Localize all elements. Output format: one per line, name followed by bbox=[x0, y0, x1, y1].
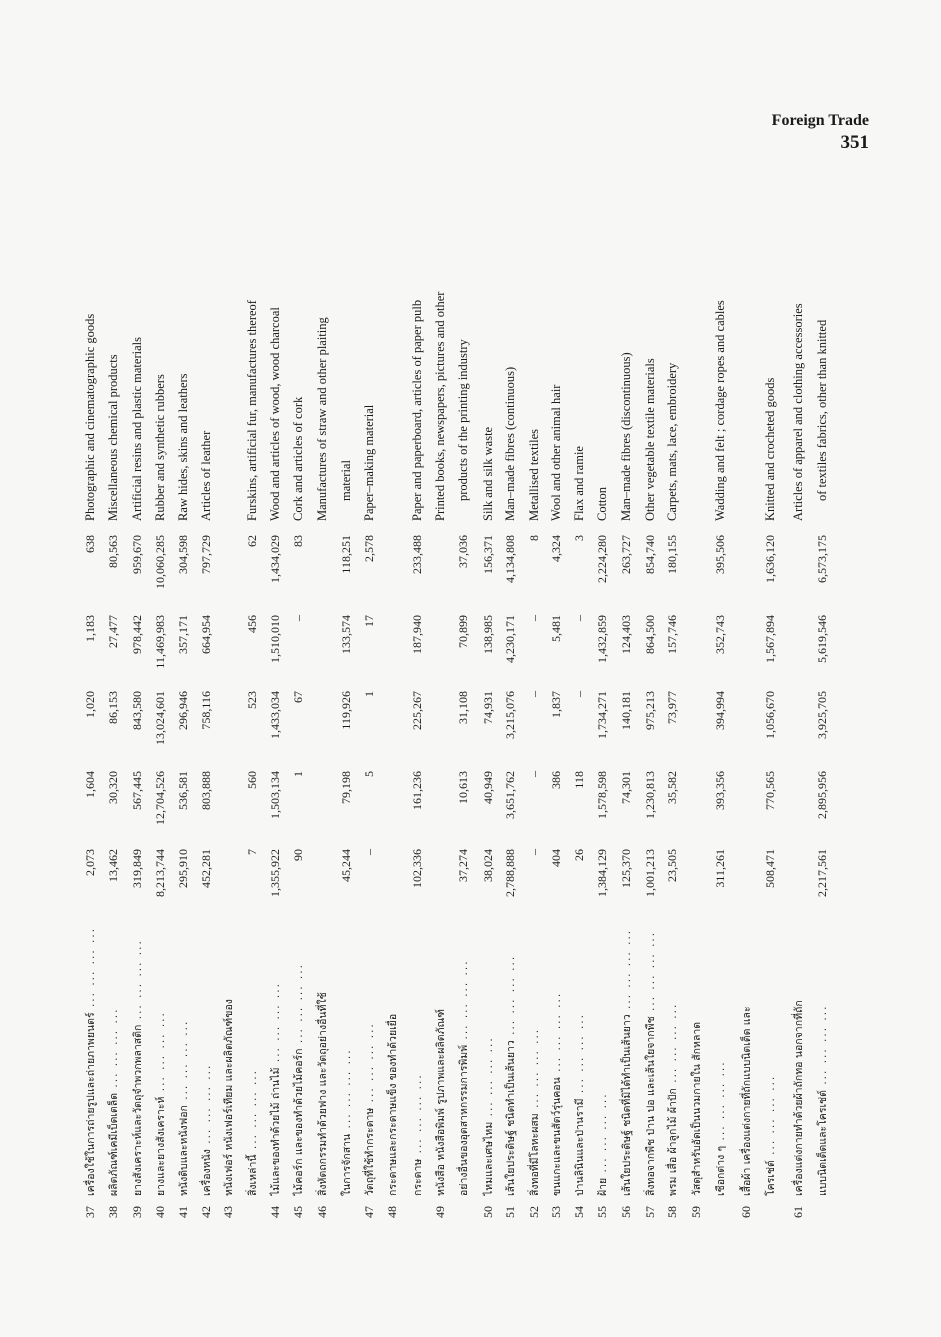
value-cell: 10,060,285 bbox=[152, 535, 167, 589]
thai-description: อย่างอื่นของอุตสาหกรรมการพิมพ์ ... ... ... ... bbox=[457, 959, 470, 1196]
value-cell: – bbox=[526, 691, 541, 697]
value-cell: 161,236 bbox=[409, 771, 424, 810]
value-cell: 304,598 bbox=[175, 535, 190, 574]
row-number: 57 bbox=[642, 1206, 657, 1218]
value-cell: 1,604 bbox=[82, 771, 97, 798]
row-number: 49 bbox=[432, 1206, 447, 1218]
value-cell: 35,582 bbox=[664, 771, 679, 804]
english-description: products of the printing industry bbox=[455, 339, 470, 501]
table-row bbox=[196, 431, 216, 1218]
thai-description: สิ่งทอที่มีโลหะผสม ... ... ... ... bbox=[528, 1027, 541, 1196]
thai-description: โครเช่ต์ ... ... ... ... bbox=[764, 1074, 777, 1196]
table-row bbox=[218, 521, 238, 1218]
value-cell: 7 bbox=[244, 849, 259, 855]
value-cell: 797,729 bbox=[198, 535, 213, 574]
value-cell: 1,510,010 bbox=[267, 615, 282, 663]
value-cell: 393,356 bbox=[712, 771, 727, 810]
thai-description: เครื่องแต่งกายทำด้วยผ้าถักทอ นอกจากที่ถัก bbox=[792, 1000, 805, 1196]
thai-description: กระดาษและกระดาษแข็ง ของทำด้วยเยื่อ bbox=[386, 1013, 399, 1196]
leader-dots: ... ... ... ... bbox=[764, 1074, 777, 1161]
value-cell: 394,994 bbox=[712, 691, 727, 730]
thai-description: เชือกต่าง ๆ ... ... ... ... bbox=[714, 1060, 727, 1196]
leader-dots: ... ... ... ... bbox=[269, 982, 282, 1068]
english-description: Other vegetable textile materials bbox=[642, 358, 657, 521]
table-row bbox=[80, 314, 100, 1218]
table-row bbox=[336, 460, 356, 1218]
value-cell: 102,336 bbox=[409, 849, 424, 888]
value-cell: 156,371 bbox=[480, 535, 495, 574]
english-description: Miscellaneous chemical products bbox=[105, 354, 120, 521]
value-cell: 770,565 bbox=[762, 771, 777, 810]
page-number: 351 bbox=[840, 132, 869, 153]
table-row bbox=[265, 307, 285, 1218]
table-row bbox=[150, 374, 170, 1218]
value-cell: – bbox=[290, 615, 305, 621]
table-row bbox=[788, 303, 808, 1218]
value-cell: 4,230,171 bbox=[502, 615, 517, 663]
table-row bbox=[524, 429, 544, 1218]
leader-dots: ... ... ... ... bbox=[816, 1004, 829, 1090]
value-cell: 803,888 bbox=[198, 771, 213, 810]
value-cell: 975,213 bbox=[642, 691, 657, 730]
leader-dots: ... ... ... ... bbox=[246, 1069, 259, 1155]
english-description: Metallised textiles bbox=[526, 429, 541, 521]
value-cell: 560 bbox=[244, 771, 259, 789]
value-cell: 31,108 bbox=[455, 691, 470, 724]
leader-dots: ... ... ... ... bbox=[84, 926, 97, 1013]
value-cell: 758,116 bbox=[198, 691, 213, 730]
value-cell: 140,181 bbox=[618, 691, 633, 730]
table-row bbox=[312, 317, 332, 1218]
value-cell: 30,320 bbox=[105, 771, 120, 804]
english-description: Silk and silk waste bbox=[480, 426, 495, 521]
value-cell: 1,384,129 bbox=[594, 849, 609, 897]
value-cell: 5,481 bbox=[548, 615, 563, 642]
thai-description: ไม้คอร์ก และของทำด้วยไม้คอร์ก ... ... ... ... bbox=[292, 963, 305, 1196]
english-description: Raw hides, skins and leathers bbox=[175, 373, 190, 521]
row-number: 43 bbox=[220, 1206, 235, 1218]
value-cell: 296,946 bbox=[175, 691, 190, 730]
value-cell: 10,613 bbox=[455, 771, 470, 804]
value-cell: 978,442 bbox=[129, 615, 144, 654]
thai-description: สิ่งเหล่านี้ ... ... ... ... bbox=[246, 1069, 259, 1196]
row-number: 51 bbox=[502, 1206, 517, 1218]
value-cell: 456 bbox=[244, 615, 259, 633]
value-cell: 13,024,601 bbox=[152, 691, 167, 745]
english-description: Cotton bbox=[594, 486, 609, 521]
value-cell: 5 bbox=[361, 771, 376, 777]
value-cell: 1,020 bbox=[82, 691, 97, 718]
leader-dots: ... ... ... ... bbox=[528, 1027, 541, 1114]
thai-description: เครื่องหนัง ... ... ... ... bbox=[200, 1063, 213, 1196]
thai-description: หนังสือ หนังสือพิมพ์ รูปภาพและผลิตภัณฑ์ bbox=[434, 1009, 447, 1196]
value-cell: 843,580 bbox=[129, 691, 144, 730]
row-number: 61 bbox=[790, 1206, 805, 1218]
value-cell: 1,636,120 bbox=[762, 535, 777, 583]
leader-dots: ... ... ... ... bbox=[411, 1073, 424, 1159]
value-cell: 40,949 bbox=[480, 771, 495, 804]
row-number: 40 bbox=[152, 1206, 167, 1218]
thai-description: พรม เสื่อ ผ้าลูกไม้ ผ้าปัก ... ... ... ... bbox=[666, 1002, 679, 1196]
english-description: Paper–making material bbox=[361, 404, 376, 521]
value-cell: – bbox=[571, 615, 586, 621]
value-cell: 319,849 bbox=[129, 849, 144, 888]
english-description: Carpets, mats, lace, embroidery bbox=[664, 362, 679, 521]
english-description: Flax and ramie bbox=[571, 446, 586, 521]
row-number: 56 bbox=[618, 1206, 633, 1218]
value-cell: 854,740 bbox=[642, 535, 657, 574]
value-cell: 1,567,894 bbox=[762, 615, 777, 663]
leader-dots: ... ... ... ... bbox=[200, 1063, 213, 1150]
leader-dots: ... ... ... ... bbox=[457, 959, 470, 1045]
value-cell: 395,506 bbox=[712, 535, 727, 574]
value-cell: 13,462 bbox=[105, 849, 120, 882]
english-description: Articles of leather bbox=[198, 430, 213, 521]
value-cell: 27,477 bbox=[105, 615, 120, 648]
value-cell: 80,563 bbox=[105, 535, 120, 568]
table-row bbox=[662, 363, 682, 1218]
value-cell: 1,433,034 bbox=[267, 691, 282, 739]
row-number: 48 bbox=[384, 1206, 399, 1218]
value-cell: – bbox=[526, 615, 541, 621]
value-cell: 2,217,561 bbox=[814, 849, 829, 897]
value-cell: 67 bbox=[290, 691, 305, 703]
value-cell: 23,505 bbox=[664, 849, 679, 882]
value-cell: 11,469,983 bbox=[152, 615, 167, 669]
value-cell: 1,432,859 bbox=[594, 615, 609, 663]
row-number: 55 bbox=[594, 1206, 609, 1218]
value-cell: 3,651,762 bbox=[502, 771, 517, 819]
value-cell: 2,578 bbox=[361, 535, 376, 562]
table-row bbox=[127, 337, 147, 1218]
table-row bbox=[359, 405, 379, 1218]
thai-description: สิ่งทอจากพืช ป่าน ปอ และเส้นใยจากพืช ... ... ... ... bbox=[644, 930, 657, 1196]
leader-dots: ... ... ... ... bbox=[596, 1092, 609, 1178]
value-cell: 1 bbox=[361, 691, 376, 697]
table-row bbox=[430, 292, 450, 1218]
english-description: Knitted and crocheted goods bbox=[762, 377, 777, 521]
thai-description: ยางสังเคราะห์และวัตถุจำพวกพลาสติก ... ... ... ... bbox=[131, 939, 144, 1196]
value-cell: 118 bbox=[571, 771, 586, 789]
value-cell: 567,445 bbox=[129, 771, 144, 810]
row-number: 46 bbox=[314, 1206, 329, 1218]
value-cell: 4,324 bbox=[548, 535, 563, 562]
value-cell: 2,224,280 bbox=[594, 535, 609, 583]
value-cell: – bbox=[361, 849, 376, 855]
table-row bbox=[453, 339, 473, 1218]
table-row bbox=[812, 320, 832, 1218]
value-cell: 1,837 bbox=[548, 691, 563, 718]
value-cell: 70,899 bbox=[455, 615, 470, 648]
table-row bbox=[242, 300, 262, 1218]
value-cell: 1,734,271 bbox=[594, 691, 609, 739]
running-title: Foreign Trade bbox=[771, 112, 869, 129]
rotated-trade-table bbox=[80, 154, 860, 1218]
english-description: Wood and articles of wood, wood charcoal bbox=[267, 307, 282, 521]
english-description: Furskins, artificial fur, manufactures thereof bbox=[244, 300, 259, 521]
value-cell: 295,910 bbox=[175, 849, 190, 888]
value-cell: 352,743 bbox=[712, 615, 727, 654]
value-cell: 1 bbox=[290, 771, 305, 777]
table-row bbox=[500, 367, 520, 1218]
value-cell: 38,024 bbox=[480, 849, 495, 882]
value-cell: 74,931 bbox=[480, 691, 495, 724]
value-cell: 536,581 bbox=[175, 771, 190, 810]
thai-description: หนังเฟอร์ หนังเฟอร์เทียม และผลิตภัณฑ์ของ bbox=[222, 999, 235, 1196]
row-number: 58 bbox=[664, 1206, 679, 1218]
value-cell: 638 bbox=[82, 535, 97, 553]
value-cell: 1,183 bbox=[82, 615, 97, 642]
table-row bbox=[173, 373, 193, 1218]
value-cell: 1,001,213 bbox=[642, 849, 657, 897]
value-cell: 17 bbox=[361, 615, 376, 627]
thai-description: เครื่องใช้ในการถ่ายรูปและถ่ายภาพยนตร์ ... ... ... ... bbox=[84, 926, 97, 1196]
english-description: Man–made fibres (discontinuous) bbox=[618, 352, 633, 521]
table-row bbox=[736, 521, 756, 1218]
leader-dots: ... ... ... ... bbox=[644, 930, 657, 1017]
english-description bbox=[837, 0, 852, 535]
leader-dots: ... ... ... ... bbox=[504, 954, 517, 1041]
value-cell: – bbox=[571, 691, 586, 697]
page-header bbox=[772, 112, 869, 154]
value-cell: 12,704,526 bbox=[152, 771, 167, 825]
value-cell: 86,153 bbox=[105, 691, 120, 724]
row-number: 44 bbox=[267, 1206, 282, 1218]
row-number: 54 bbox=[571, 1206, 586, 1218]
value-cell: 3,215,076 bbox=[502, 691, 517, 739]
table-row bbox=[478, 427, 498, 1218]
row-number: 52 bbox=[526, 1206, 541, 1218]
value-cell: 233,488 bbox=[409, 535, 424, 574]
value-cell: 508,471 bbox=[762, 849, 777, 888]
value-cell: 79,198 bbox=[338, 771, 353, 804]
value-cell: 959,670 bbox=[129, 535, 144, 574]
value-cell: 187,940 bbox=[409, 615, 424, 654]
table-row bbox=[686, 521, 706, 1218]
row-number: 41 bbox=[175, 1206, 190, 1218]
value-cell: 6,573,175 bbox=[814, 535, 829, 583]
value-cell: 62 bbox=[244, 535, 259, 547]
value-cell: 73,977 bbox=[664, 691, 679, 724]
value-cell: 1,434,029 bbox=[267, 535, 282, 583]
value-cell: 45,244 bbox=[338, 849, 353, 882]
leader-dots: ... ... ... ... bbox=[550, 991, 563, 1078]
row-number: 59 bbox=[688, 1206, 703, 1218]
value-cell: 125,370 bbox=[618, 849, 633, 888]
value-cell: 8 bbox=[526, 535, 541, 541]
english-description: Artificial resins and plastic materials bbox=[129, 337, 144, 521]
value-cell: 263,727 bbox=[618, 535, 633, 574]
english-description: Man–made fibres (continuous) bbox=[502, 366, 517, 521]
value-cell: 119,926 bbox=[338, 691, 353, 730]
value-cell: – bbox=[526, 771, 541, 777]
leader-dots: ... ... ... ... bbox=[620, 928, 633, 1015]
value-cell: 452,281 bbox=[198, 849, 213, 888]
value-cell: 4,134,808 bbox=[502, 535, 517, 583]
row-number: 53 bbox=[548, 1206, 563, 1218]
table-row bbox=[382, 521, 402, 1218]
value-cell: 37,036 bbox=[455, 535, 470, 568]
leader-dots: ... ... ... ... bbox=[154, 1011, 167, 1097]
value-cell: 74,301 bbox=[618, 771, 633, 804]
english-description: Printed books, newspapers, pictures and other bbox=[432, 291, 447, 521]
table-row bbox=[288, 397, 308, 1218]
thai-description: กระดาษ ... ... ... ... bbox=[411, 1073, 424, 1196]
value-cell: 3 bbox=[571, 535, 586, 541]
value-cell: 1,355,922 bbox=[267, 849, 282, 897]
value-cell: 138,985 bbox=[480, 615, 495, 654]
thai-description: ป่านลินินและป่านรามี ... ... ... ... bbox=[573, 1013, 586, 1196]
value-cell: 180,155 bbox=[664, 535, 679, 574]
row-number: 47 bbox=[361, 1206, 376, 1218]
value-cell: 2,788,888 bbox=[502, 849, 517, 897]
value-cell: 2,895,956 bbox=[814, 771, 829, 819]
leader-dots: ... ... ... ... bbox=[292, 963, 305, 1049]
leader-dots: ... ... ... ... bbox=[107, 1007, 120, 1093]
row-number: 39 bbox=[129, 1206, 144, 1218]
english-description: Photographic and cinematographic goods bbox=[82, 313, 97, 521]
thai-description: วัตถุที่ใช้ทำกระดาษ ... ... ... ... bbox=[363, 1022, 376, 1196]
leader-dots: ... ... ... ... bbox=[482, 1036, 495, 1122]
value-cell: 90 bbox=[290, 849, 305, 861]
value-cell: – bbox=[526, 849, 541, 855]
thai-description: ยางและยางสังเคราะห์ ... ... ... ... bbox=[154, 1011, 167, 1196]
value-cell: 83 bbox=[290, 535, 305, 547]
table-row bbox=[834, 0, 854, 1218]
value-cell: 386 bbox=[548, 771, 563, 789]
table-row bbox=[569, 446, 589, 1218]
english-description: Rubber and synthetic rubbers bbox=[152, 374, 167, 521]
english-description: Wadding and felt ; cordage ropes and cables bbox=[712, 300, 727, 521]
value-cell: 157,746 bbox=[664, 615, 679, 654]
value-cell: 37,274 bbox=[455, 849, 470, 882]
english-description: Wool and other animal hair bbox=[548, 384, 563, 521]
value-cell: 1,578,598 bbox=[594, 771, 609, 819]
thai-description: ในการจักสาน ... ... ... ... bbox=[340, 1048, 353, 1196]
leader-dots: ... ... ... ... bbox=[340, 1048, 353, 1134]
english-description: of textiles fabrics, other than knitted bbox=[814, 319, 829, 501]
english-description: Paper and paperboard, articles of paper pulb bbox=[409, 299, 424, 521]
thai-description: ไหมและเศษไหม ... ... ... ... bbox=[482, 1036, 495, 1196]
english-description: material bbox=[338, 460, 353, 501]
value-cell: 523 bbox=[244, 691, 259, 709]
table-row bbox=[592, 487, 612, 1218]
value-cell: 3,925,705 bbox=[814, 691, 829, 739]
row-number: 37 bbox=[82, 1206, 97, 1218]
thai-description: ฝ้าย ... ... ... ... bbox=[596, 1092, 609, 1196]
row-number: 50 bbox=[480, 1206, 495, 1218]
value-cell: 5,619,546 bbox=[814, 615, 829, 663]
value-cell: 664,954 bbox=[198, 615, 213, 654]
row-number: 42 bbox=[198, 1206, 213, 1218]
table-row bbox=[616, 352, 636, 1218]
value-cell: 225,267 bbox=[409, 691, 424, 730]
table-row bbox=[640, 358, 660, 1218]
value-cell: 404 bbox=[548, 849, 563, 867]
value-cell: 124,403 bbox=[618, 615, 633, 654]
leader-dots: ... ... ... ... bbox=[363, 1022, 376, 1108]
value-cell: 118,251 bbox=[338, 535, 353, 574]
table-row bbox=[103, 354, 123, 1218]
thai-description: เส้นใยประดิษฐ์ ชนิดทำเป็นเส้นยาว ... ... ... ... bbox=[504, 954, 517, 1196]
thai-description: ขนแกะและขนสัตว์รุ่นคอน ... ... ... ... bbox=[550, 991, 563, 1196]
value-cell: 133,574 bbox=[338, 615, 353, 654]
leader-dots: ... ... ... ... bbox=[573, 1013, 586, 1099]
value-cell: 1,230,813 bbox=[642, 771, 657, 819]
english-description: Cork and articles of cork bbox=[290, 396, 305, 521]
value-cell: 1,056,670 bbox=[762, 691, 777, 739]
table-row bbox=[407, 300, 427, 1218]
row-number: 38 bbox=[105, 1206, 120, 1218]
leader-dots: ... ... ... ... bbox=[177, 1019, 190, 1106]
thai-description: เสื้อผ้า เครื่องแต่งกายที่ถักแบบนิตเต็ด และ bbox=[740, 1006, 753, 1196]
thai-description: วัสดุสำหรับอัดเป็นนวมกายใน สักหลาด bbox=[690, 1021, 703, 1196]
value-cell: 1,503,134 bbox=[267, 771, 282, 819]
row-number: 45 bbox=[290, 1206, 305, 1218]
table-row bbox=[546, 385, 566, 1218]
row-number: 60 bbox=[738, 1206, 753, 1218]
value-cell: 8,213,744 bbox=[152, 849, 167, 897]
value-cell: 864,500 bbox=[642, 615, 657, 654]
table-row bbox=[710, 300, 730, 1218]
value-cell: 357,171 bbox=[175, 615, 190, 654]
value-cell: 2,073 bbox=[82, 849, 97, 876]
thai-description: หนังดิบและหนังฟอก ... ... ... ... bbox=[177, 1019, 190, 1196]
thai-description: ไม้และของทำด้วยไม้ ถ่านไม้ ... ... ... ... bbox=[269, 982, 282, 1196]
thai-description: แบบนิตเต็ดและโครเช่ต์ ... ... ... ... bbox=[816, 1004, 829, 1196]
leader-dots: ... ... ... ... bbox=[131, 939, 144, 1025]
leader-dots: ... ... ... ... bbox=[666, 1002, 679, 1089]
thai-description: สิ่งหัตถกรรมทำด้วยฟาง และวัตถุอย่างอื่นที่ใช้ bbox=[316, 992, 329, 1196]
value-cell: 311,261 bbox=[712, 849, 727, 888]
leader-dots: ... ... ... ... bbox=[714, 1060, 727, 1146]
thai-description: เส้นใยประดิษฐ์ ชนิดที่มิได้ทำเป็นเส้นยาว ... ... ... ... bbox=[620, 928, 633, 1196]
english-description: Articles of apparel and clothing accessories bbox=[790, 303, 805, 521]
value-cell: 26 bbox=[571, 849, 586, 861]
table-row bbox=[760, 378, 780, 1218]
english-description: Manufactures of straw and other plaiting bbox=[314, 317, 329, 521]
thai-description: ผลิตภัณฑ์เคมีเบ็ดเตล็ด ... ... ... ... bbox=[107, 1007, 120, 1196]
